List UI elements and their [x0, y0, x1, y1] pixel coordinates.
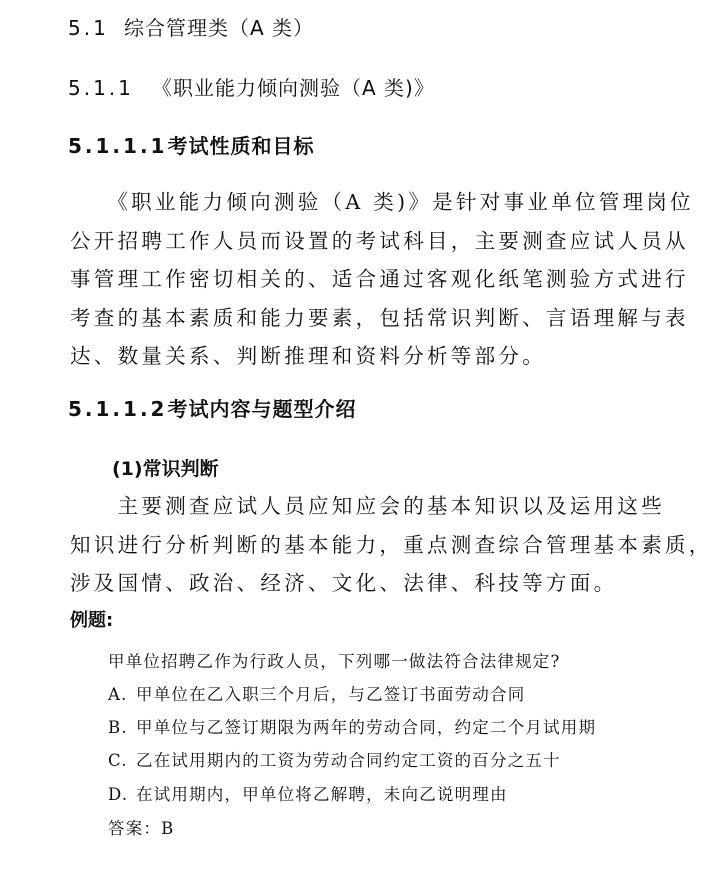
heading-number: 5.1.1.1 [68, 134, 168, 158]
option-text: 甲单位与乙签订期限为两年的劳动合同，约定二个月试用期 [136, 718, 597, 737]
heading-5-1-1-1 [68, 130, 314, 159]
paragraph-line: 考查的基本素质和能力要素，包括常识判断、言语理解与表 [70, 305, 689, 330]
heading-5-1-1-2 [68, 393, 356, 422]
example-question: 甲单位招聘乙作为行政人员，下列哪一做法符合法律规定? [108, 652, 561, 671]
option-key: C. [108, 751, 128, 770]
option-text: 在试用期内，甲单位将乙解聘，未向乙说明理由 [136, 785, 508, 804]
paragraph-line: 主要测查应试人员应知应会的基本知识以及运用这些 [70, 494, 665, 518]
option-b [108, 714, 596, 738]
intro-paragraph [70, 183, 694, 376]
option-text: 甲单位在乙入职三个月后，与乙签订书面劳动合同 [136, 685, 526, 704]
heading-number: 5.1 [68, 16, 109, 40]
paragraph-line: 公开招聘工作人员而设置的考试科目，主要测查应试人员从 [70, 228, 689, 253]
paragraph-line: 知识进行分析判断的基本能力，重点测查综合管理基本素质， [70, 532, 713, 557]
paragraph-line: 涉及国情、政治、经济、文化、法律、科技等方面。 [70, 571, 618, 595]
paragraph-line: 达、数量关系、判断推理和资料分析等部分。 [70, 344, 546, 368]
heading-title: 《职业能力倾向测验（A 类)》 [152, 76, 435, 100]
heading-5-1-1 [68, 72, 435, 101]
heading-title: 考试内容与题型介绍 [167, 397, 357, 421]
option-key: D. [108, 785, 129, 804]
option-key: B. [108, 718, 128, 737]
subsection-paragraph [70, 487, 713, 603]
heading-title: 考试性质和目标 [167, 134, 315, 158]
example-answer: 答案：B [108, 819, 175, 838]
option-text: 乙在试用期内的工资为劳动合同约定工资的百分之五十 [136, 751, 561, 770]
option-c [108, 747, 561, 771]
heading-number: 5.1.1.2 [68, 397, 168, 421]
option-key: A. [108, 685, 128, 704]
example-label: 例题: [70, 610, 114, 631]
paragraph-line: 《职业能力倾向测验（A 类)》是针对事业单位管理岗位 [70, 190, 694, 214]
option-a [108, 681, 525, 705]
paragraph-line: 事管理工作密切相关的、适合通过客观化纸笔测验方式进行 [70, 267, 689, 291]
heading-5-1 [68, 12, 314, 41]
option-d [108, 781, 508, 805]
heading-title: 综合管理类（A 类） [124, 16, 315, 40]
heading-number: 5.1.1 [68, 76, 134, 100]
subsection-title: (1)常识判断 [112, 458, 219, 480]
